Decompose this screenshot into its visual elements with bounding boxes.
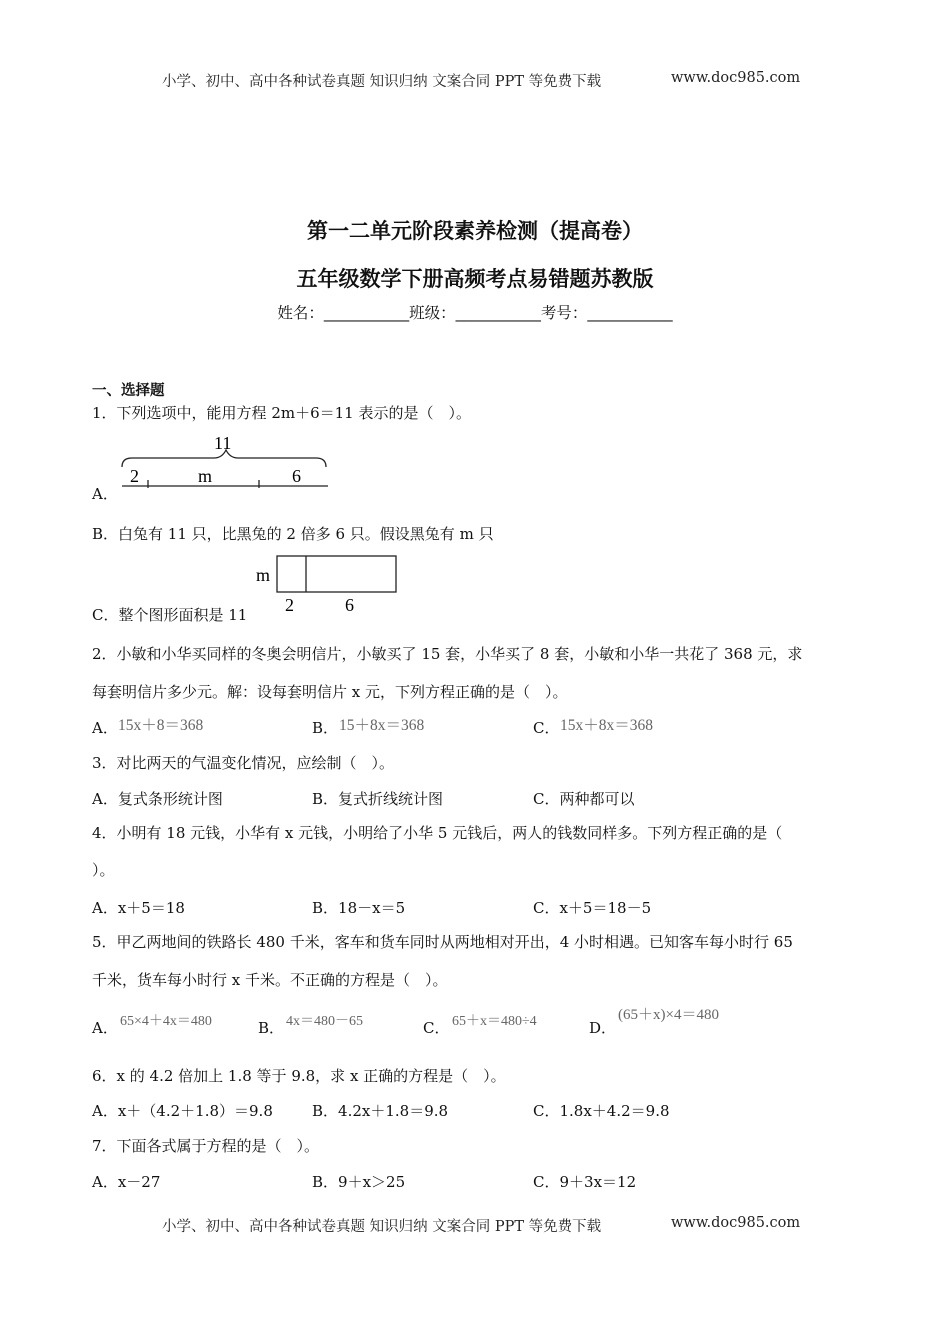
q5-option-b-label: B． [258, 1019, 285, 1037]
q6-option-a: A．x＋（4.2＋1.8）＝9.8 [92, 1102, 273, 1120]
q5-option-b-expr: 4x＝480－65 [286, 1014, 363, 1029]
q1-option-c: C．整个图形面积是 11 [92, 606, 248, 624]
section-heading: 一、选择题 [92, 383, 165, 399]
q4-stem-line2: ）。 [92, 861, 115, 879]
title-line2: 五年级数学下册高频考点易错题苏教版 [296, 267, 654, 291]
q7-option-b: B．9＋x＞25 [312, 1173, 406, 1191]
q2-stem-line1: 2．小敏和小华买同样的冬奥会明信片，小敏买了 15 套，小华买了 8 套，小敏和小华一共花了 368 元，求 [92, 645, 803, 663]
q5-option-a-expr: 65×4＋4x＝480 [120, 1014, 212, 1029]
q3-option-a: A．复式条形统计图 [92, 790, 223, 808]
q2-option-c-expr: 15x＋8x＝368 [560, 717, 654, 734]
q7-stem: 7．下面各式属于方程的是（ ）。 [92, 1137, 320, 1155]
q4-option-b: B．18－x＝5 [312, 899, 406, 917]
fig-a-part1: 2 [130, 466, 139, 486]
q6-option-c: C．1.8x＋4.2＝9.8 [533, 1102, 670, 1120]
fig-a-part2: m [198, 466, 213, 486]
q4-option-a: A．x＋5＝18 [92, 899, 185, 917]
q2-option-a-expr: 15x＋8＝368 [118, 717, 204, 734]
rectangle [277, 556, 396, 592]
q7-option-c: C．9＋3x＝12 [533, 1173, 637, 1191]
q5-stem-line2: 千米，货车每小时行 x 千米。不正确的方程是（ ）。 [92, 971, 448, 989]
q6-option-b: B．4.2x＋1.8＝9.8 [312, 1102, 449, 1120]
header-site: www.doc985.com [671, 70, 801, 86]
q1-option-a-label: A． [92, 485, 118, 503]
q5-option-c-label: C． [423, 1019, 450, 1037]
q2-option-c-label: C． [533, 719, 560, 737]
q1-option-b: B．白兔有 11 只，比黑兔的 2 倍多 6 只。假设黑兔有 m 只 [92, 525, 494, 543]
q1-figure-a [110, 430, 340, 494]
q1-figure-c [250, 550, 410, 620]
q4-stem-line1: 4．小明有 18 元钱，小华有 x 元钱，小明给了小华 5 元钱后，两人的钱数同样多。下列方程正确的是（ [92, 824, 783, 842]
fig-c-side: m [256, 565, 271, 585]
q3-stem: 3．对比两天的气温变化情况，应绘制（ ）。 [92, 754, 395, 772]
footer-text: 小学、初中、高中各种试卷真题 知识归纳 文案合同 PPT 等免费下载 [162, 1219, 602, 1235]
q2-option-b-expr: 15＋8x＝368 [339, 717, 425, 734]
q3-option-c: C．两种都可以 [533, 790, 635, 808]
fig-a-part3: 6 [292, 466, 301, 486]
q5-option-d-label: D． [589, 1019, 617, 1037]
footer-site: www.doc985.com [671, 1215, 801, 1231]
q1-stem: 1．下列选项中，能用方程 2m＋6＝11 表示的是（ ）。 [92, 404, 471, 422]
q5-stem-line1: 5．甲乙两地间的铁路长 480 千米，客车和货车同时从两地相对开出，4 小时相遇。已知客车每小时行 65 [92, 933, 793, 951]
q2-option-b-label: B． [312, 719, 339, 737]
fig-c-bottom1: 2 [285, 595, 294, 615]
q2-option-a-label: A． [92, 719, 118, 737]
q2-stem-line2: 每套明信片多少元。解：设每套明信片 x 元，下列方程正确的是（ ）。 [92, 683, 568, 701]
fig-a-total: 11 [214, 433, 232, 453]
q6-stem: 6．x 的 4.2 倍加上 1.8 等于 9.8，求 x 正确的方程是（ ）。 [92, 1067, 506, 1085]
fig-c-bottom2: 6 [345, 595, 354, 615]
q5-option-c-expr: 65＋x＝480÷4 [452, 1014, 537, 1029]
student-info-fields: 姓名：___________班级：___________考号：___________ [277, 304, 673, 322]
title-line1: 第一二单元阶段素养检测（提高卷） [307, 219, 643, 243]
q5-option-a-label: A． [92, 1019, 118, 1037]
q5-option-d-expr: (65＋x)×4＝480 [618, 1007, 719, 1023]
q3-option-b: B．复式折线统计图 [312, 790, 444, 808]
q7-option-a: A．x－27 [92, 1173, 161, 1191]
header-text: 小学、初中、高中各种试卷真题 知识归纳 文案合同 PPT 等免费下载 [162, 74, 602, 90]
q4-option-c: C．x＋5＝18－5 [533, 899, 652, 917]
